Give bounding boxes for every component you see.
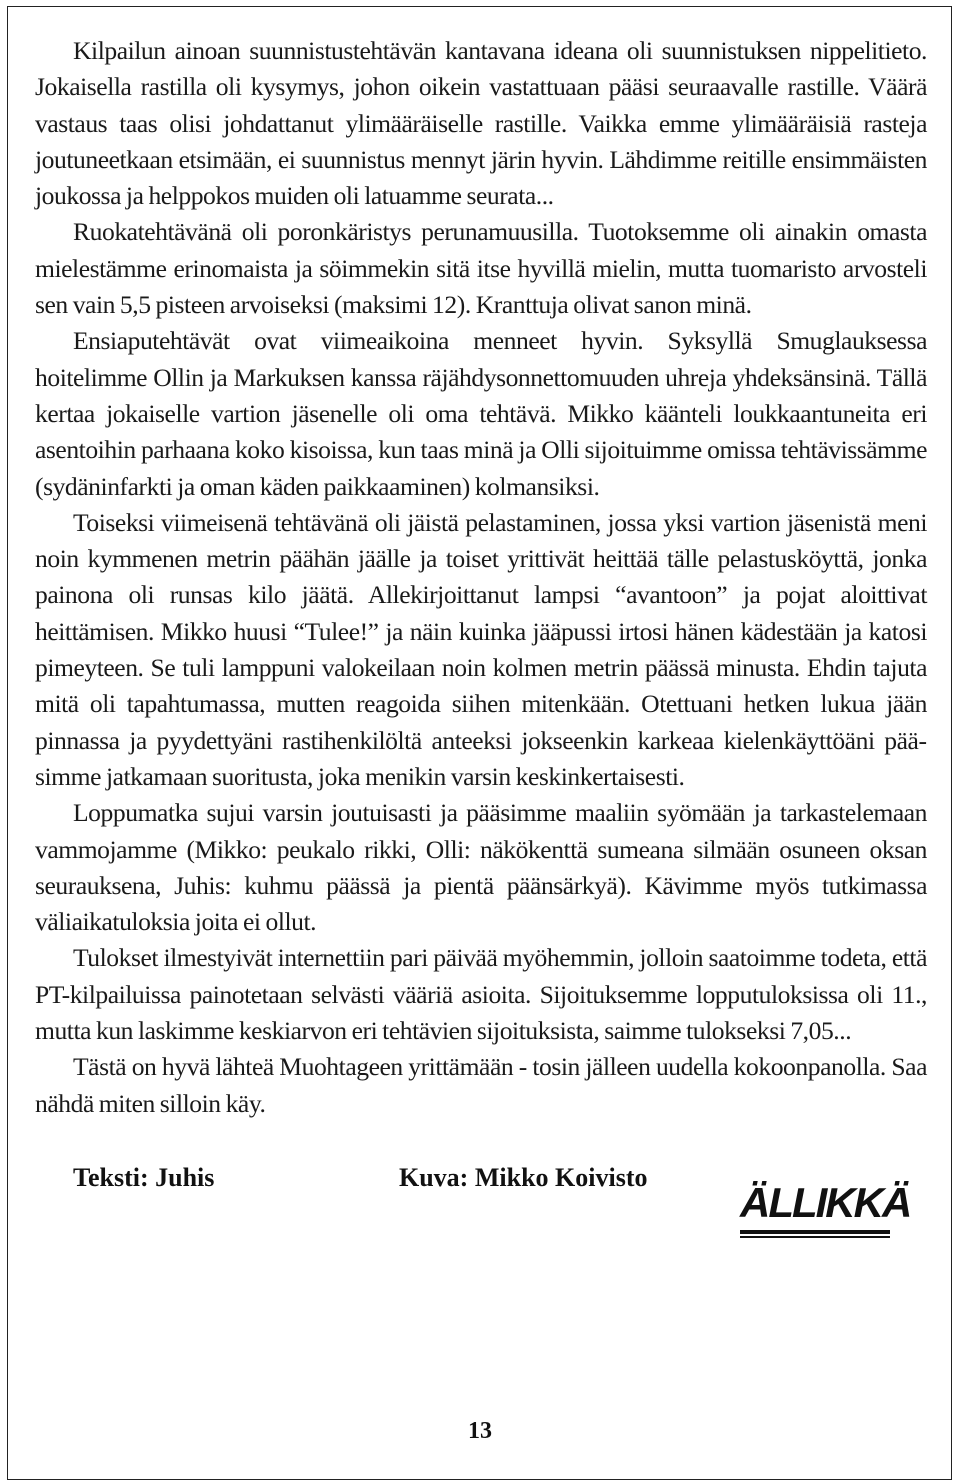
allikka-logo — [740, 1179, 911, 1242]
logo-wordmark: ÄLLIKKÄ — [740, 1179, 911, 1226]
paragraph-results: Tulokset ilmestyivät internettiin pari päivää myöhemmin, jolloin saatoimme todeta, että PT-kilpailuissa painotetaan selvästi vääriä asioita. Sijoituksemme lopputuloksissa oli 11., mutta kun laskimme keskiarvon eri tehtävien sijoituksista, saimme tulokseksi 7,05... — [35, 943, 927, 1046]
page-number: 13 — [468, 1418, 492, 1444]
paragraph-ice-rescue: Toiseksi viimeisenä tehtävänä oli jäistä pelastaminen, jossa yksi vartion jäsenistä meni noin kymmenen metrin päähän jäälle ja toiset yrittivät heittää tälle pelastusköyttä, jonka painona oli runsas kilo jäätä. Allekirjoittanut lampsi “avantoon” ja pojat aloittivat heittämisen. Mikko huusi “Tulee!” ja näin kuinka jääpussi irtosi hänen kädestään ja katosi pimeyteen. Se tuli lamppuni valokeilaan noin kolmen metrin päässä minusta. Ehdin tajuta mitä oli tapahtumassa, mutten reagoida siihen mitenkään. Otettuani hetken lukua jään pinnassa ja pyydettyäni rastihenkilöltä anteeksi jokseenkin karkeaa kielenkäyttöäni pääsimme jatkamaan suoritusta, joka menikin varsin keskinkertaisesti. — [35, 507, 927, 791]
paragraph-first-aid: Ensiaputehtävät ovat viimeaikoina menneet hyvin. Syksyllä Smuglauksessa hoitelimme Ollin ja Markuksen kanssa räjähdysonnettomuuden uhreja yhdeksänsinä. Tällä kertaa jokaiselle vartion jäsenelle oli oma tehtävä. Mikko käänteli loukkaantuneita eri asentoihin parhaana koko kisoissa, kun taas minä ja Olli sijoituimme omissa tehtävissämme (sydäninfarkti ja oman käden paikkaaminen) kolmansiksi. — [35, 326, 927, 501]
paragraph-finish: Loppumatka sujui varsin joutuisasti ja pääsimme maaliin syömään ja tarkastelemaan vammojamme (Mikko: peukalo rikki, Olli: näkökenttä sumeana silmään osuneen oksan seurauksena, Juhis: kuhmu päässä ja pientä päänsärkyä). Kävimme myös tutkimassa väliaikatuloksia joita ei ollut. — [35, 798, 927, 937]
photo-credit: Kuva: Mikko Koivisto — [399, 1163, 648, 1192]
logo-underline — [740, 1230, 890, 1234]
article-body — [35, 33, 927, 1122]
text-credit: Teksti: Juhis — [73, 1163, 215, 1192]
paragraph-outlook: Tästä on hyvä lähteä Muohtageen yrittämään - tosin jälleen uudella kokoonpanolla. Saa nähdä miten silloin käy. — [35, 1052, 927, 1118]
paragraph-food-task: Ruokatehtävänä oli poronkäristys perunamuusilla. Tuotoksemme oli ainakin omasta mielestämme erinomaista ja söimmekin sitä itse hyvillä mielin, mutta tuomaristo arvosteli sen vain 5,5 pisteen arvoiseksi (maksimi 12). Kranttuja olivat sanon minä. — [35, 217, 927, 320]
paragraph-orienteering: Kilpailun ainoan suunnistustehtävän kantavana ideana oli suunnistuksen nippelitieto. Jokaisella rastilla oli kysymys, johon oikein vastattuaan pääsi seuraavalle rastille. Väärä vastaus taas olisi johdattanut ylimääräiselle rastille. Vaikka emme ylimääräisiä rasteja joutuneetkaan etsimään, ei suunnistus mennyt järin hyvin. Lähdimme reitille ensimmäisten joukossa ja helppokos muiden oli latuamme seurata... — [35, 36, 927, 211]
credits — [73, 1163, 713, 1203]
logo-underline-thin — [740, 1236, 890, 1238]
